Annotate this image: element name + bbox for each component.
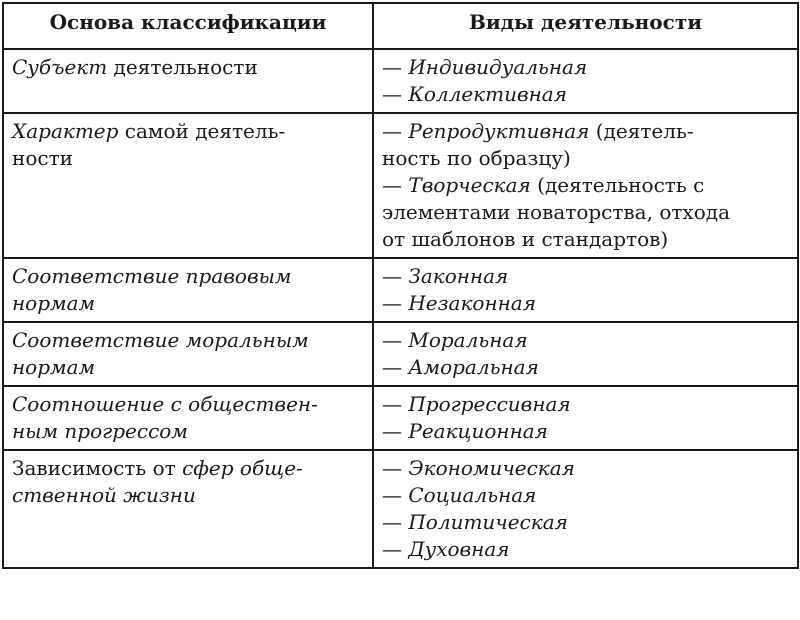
types-cell-line: [382, 455, 789, 482]
text-segment: —: [382, 264, 409, 288]
types-cell-line: [382, 118, 789, 145]
text-segment: деятельности: [107, 55, 258, 79]
types-cell: [373, 49, 798, 113]
basis-cell: [3, 113, 373, 258]
text-segment: Незаконная: [408, 291, 536, 315]
types-cell-line: [382, 199, 789, 226]
types-cell-line: [382, 536, 789, 563]
text-segment: ным прогрессом: [12, 419, 188, 443]
text-segment: Характер: [12, 119, 119, 143]
text-segment: —: [382, 510, 409, 534]
text-segment: сфер обще-: [182, 456, 303, 480]
types-cell-line: [382, 145, 789, 172]
text-segment: Моральная: [408, 328, 528, 352]
table-row: [3, 450, 798, 568]
classification-table: [2, 2, 799, 569]
text-segment: ность по образцу): [382, 146, 571, 170]
header-row: [3, 3, 798, 49]
basis-cell-line: [12, 418, 364, 445]
text-segment: Соответствие моральным: [12, 328, 309, 352]
basis-cell-line: [12, 391, 364, 418]
text-segment: Политическая: [408, 510, 568, 534]
basis-cell-line: [12, 327, 364, 354]
header-basis: Основа классификации: [3, 3, 373, 49]
text-segment: нормам: [12, 355, 96, 379]
basis-cell-line: [12, 455, 364, 482]
text-segment: —: [382, 82, 409, 106]
text-segment: нормам: [12, 291, 96, 315]
text-segment: Субъект: [12, 55, 108, 79]
basis-cell-line: [12, 118, 364, 145]
text-segment: ственной жизни: [12, 483, 196, 507]
header-types: Виды деятельности: [373, 3, 798, 49]
types-cell-line: [382, 263, 789, 290]
basis-cell-line: [12, 290, 364, 317]
types-cell: [373, 450, 798, 568]
table-row: [3, 258, 798, 322]
basis-cell-line: [12, 263, 364, 290]
text-segment: от шаблонов и стандартов): [382, 227, 669, 251]
basis-cell-line: [12, 354, 364, 381]
text-segment: —: [382, 328, 409, 352]
table-row: [3, 113, 798, 258]
text-segment: —: [382, 456, 409, 480]
text-segment: (деятельность с: [530, 173, 705, 197]
text-segment: (деятель-: [589, 119, 694, 143]
types-cell: [373, 386, 798, 450]
basis-cell: [3, 450, 373, 568]
basis-cell: [3, 386, 373, 450]
text-segment: Законная: [408, 264, 509, 288]
text-segment: ности: [12, 146, 73, 170]
basis-cell-line: [12, 54, 364, 81]
basis-cell: [3, 322, 373, 386]
text-segment: —: [382, 392, 409, 416]
basis-cell: [3, 258, 373, 322]
text-segment: Творческая: [408, 173, 531, 197]
text-segment: Соответствие правовым: [12, 264, 292, 288]
types-cell-line: [382, 418, 789, 445]
types-cell-line: [382, 327, 789, 354]
text-segment: —: [382, 55, 409, 79]
text-segment: Репродуктивная: [408, 119, 590, 143]
text-segment: элементами новаторства, отхода: [382, 200, 730, 224]
text-segment: —: [382, 537, 409, 561]
basis-cell: [3, 49, 373, 113]
types-cell: [373, 113, 798, 258]
text-segment: —: [382, 173, 409, 197]
types-cell-line: [382, 54, 789, 81]
table-row: [3, 386, 798, 450]
text-segment: Духовная: [408, 537, 510, 561]
basis-cell-line: [12, 145, 364, 172]
types-cell-line: [382, 226, 789, 253]
basis-cell-line: [12, 482, 364, 509]
types-cell-line: [382, 482, 789, 509]
text-segment: —: [382, 355, 409, 379]
types-cell-line: [382, 509, 789, 536]
text-segment: Соотношение с обществен-: [12, 392, 318, 416]
text-segment: Зависимость от: [12, 456, 183, 480]
table-row: [3, 322, 798, 386]
text-segment: Коллективная: [408, 82, 567, 106]
text-segment: самой деятель-: [118, 119, 286, 143]
text-segment: Аморальная: [408, 355, 539, 379]
text-segment: —: [382, 419, 409, 443]
types-cell-line: [382, 172, 789, 199]
text-segment: Прогрессивная: [408, 392, 571, 416]
types-cell-line: [382, 391, 789, 418]
text-segment: Индивидуальная: [408, 55, 588, 79]
types-cell-line: [382, 290, 789, 317]
text-segment: Социальная: [408, 483, 537, 507]
types-cell-line: [382, 354, 789, 381]
table-body: [3, 49, 798, 568]
text-segment: —: [382, 119, 409, 143]
table-row: [3, 49, 798, 113]
types-cell: [373, 322, 798, 386]
text-segment: Экономическая: [408, 456, 575, 480]
text-segment: Реакционная: [408, 419, 548, 443]
text-segment: —: [382, 483, 409, 507]
types-cell: [373, 258, 798, 322]
types-cell-line: [382, 81, 789, 108]
text-segment: —: [382, 291, 409, 315]
